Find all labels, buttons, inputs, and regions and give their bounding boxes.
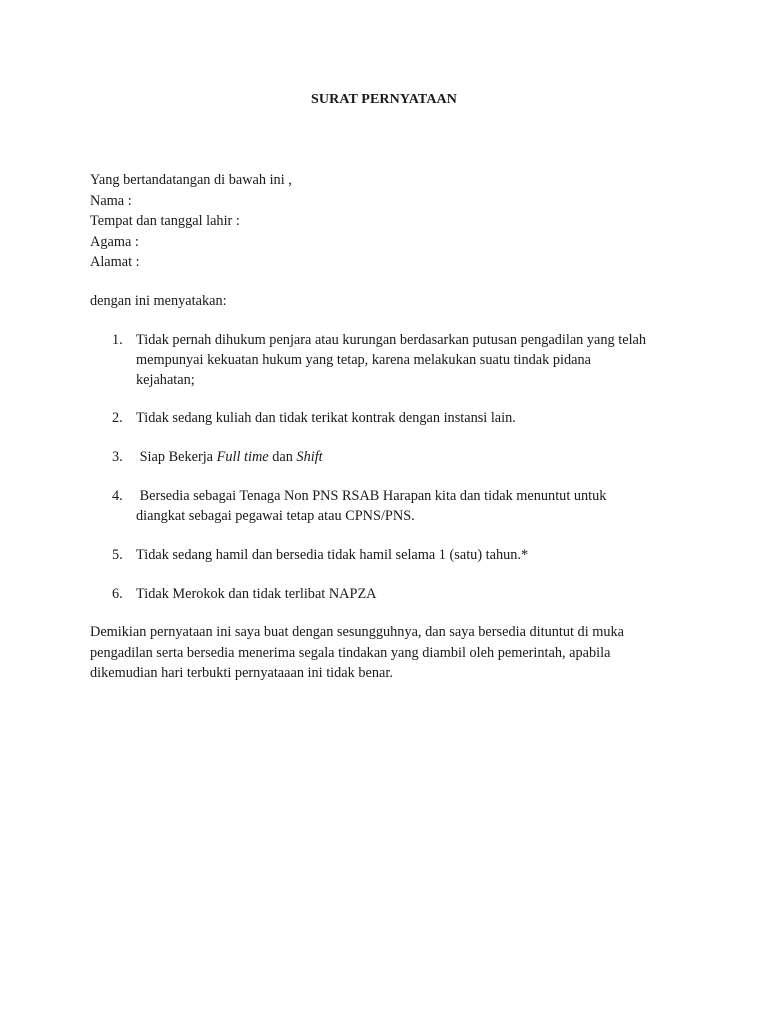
item-line: diangkat sebagai pegawai tetap atau CPNS/PNS. — [136, 508, 415, 524]
religion-field-label: Agama : — [90, 233, 139, 250]
intro-line: Yang bertandatangan di bawah ini , — [90, 172, 292, 188]
item-line: mempunyai kekuatan hukum yang tetap, karena melakukan suatu tindak pidana — [136, 352, 591, 368]
item-text-italic: Shift — [296, 449, 323, 465]
item-number: 1. — [112, 332, 123, 348]
item-text — [136, 545, 656, 565]
item-text — [136, 584, 656, 604]
item-line: Tidak sedang kuliah dan tidak terikat kontrak dengan instansi lain. — [136, 410, 516, 426]
document-title: SURAT PERNYATAAN — [311, 92, 457, 107]
item-line: Bersedia sebagai Tenaga Non PNS RSAB Harapan kita dan tidak menuntut untuk — [136, 488, 607, 504]
item-text — [136, 486, 656, 526]
item-text-middle: dan — [268, 449, 297, 465]
name-field-label: Nama : — [90, 192, 132, 209]
item-number: 6. — [112, 586, 123, 602]
item-number: 4. — [112, 488, 123, 504]
closing-paragraph — [90, 622, 690, 684]
item-text-italic: Full time — [216, 449, 269, 465]
closing-line: dikemudian hari terbukti pernyataaan ini tidak benar. — [90, 665, 393, 681]
item-line: kejahatan; — [136, 372, 195, 388]
item-text — [136, 408, 656, 428]
item-number: 5. — [112, 547, 123, 563]
closing-line: pengadilan serta bersedia menerima segala tindakan yang diambil oleh pemerintah, apabila — [90, 644, 611, 661]
identity-section — [90, 170, 690, 273]
item-number: 2. — [112, 410, 123, 426]
item-number: 3. — [112, 449, 123, 465]
item-line: Tidak Merokok dan tidak terlibat NAPZA — [136, 586, 377, 602]
item-text — [136, 447, 656, 467]
address-field-label: Alamat : — [90, 254, 140, 270]
birth-field-label: Tempat dan tanggal lahir : — [90, 213, 240, 229]
item-text-prefix: Siap Bekerja — [136, 449, 217, 465]
item-line: Tidak sedang hamil dan bersedia tidak hamil selama 1 (satu) tahun.* — [136, 547, 529, 563]
closing-line: Demikian pernyataan ini saya buat dengan sesungguhnya, dan saya bersedia dituntut di muka — [90, 624, 624, 640]
item-line: Tidak pernah dihukum penjara atau kurungan berdasarkan putusan pengadilan yang telah — [136, 332, 647, 348]
statement-intro: dengan ini menyatakan: — [90, 293, 227, 309]
item-text — [136, 330, 656, 390]
